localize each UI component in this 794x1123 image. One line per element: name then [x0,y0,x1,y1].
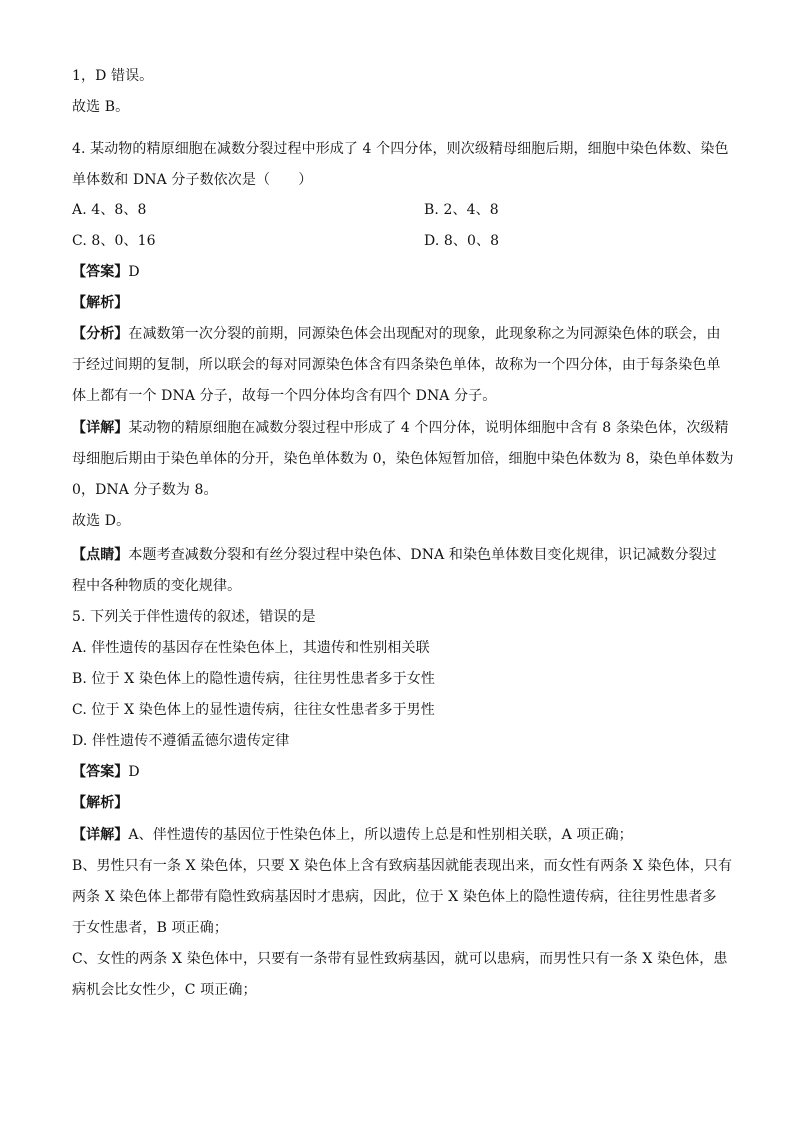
q5-xiangjie-text-1: A、伴性遗传的基因位于性染色体上，所以遗传上总是和性别相关联，A 项正确； [128,827,633,843]
q5-analysis-heading [72,793,128,813]
q4-stem-line-2: 单体数和 DNA 分子数依次是（ ） [72,172,313,188]
q4-analysis-heading [72,293,128,313]
q4-option-b: B. 2、4、8 [424,202,499,218]
q5-answer-tag: 【答案】 [72,764,129,780]
q4-dianjing-line-1 [72,545,717,565]
q4-xiangjie-tag: 【详解】 [72,420,129,436]
q4-xiangjie-line-3: 0，DNA 分子数为 8。 [72,482,218,498]
q4-fenxi-line-1 [72,324,721,344]
q4-answer-tag: 【答案】 [72,264,129,280]
q4-dianjing-line-2: 程中各种物质的变化规律。 [72,578,242,594]
prev-answer-line-1: 1，D 错误。 [72,68,154,84]
q4-answer [72,262,140,282]
q4-analysis-tag: 【解析】 [72,295,129,311]
q5-answer-value: D [128,764,140,780]
q4-dianjing-text-1: 本题考查减数分裂和有丝分裂过程中染色体、DNA 和染色单体数目变化规律，识记减数分裂过 [128,547,717,563]
prev-answer-line-2: 故选 B。 [72,99,130,115]
q5-b-line-1: B、男性只有一条 X 染色体，只要 X 染色体上含有致病基因就能表现出来，而女性有两条 X 染色体，只有 [72,858,733,874]
q4-fenxi-line-2: 于经过间期的复制，所以联会的每对同源染色体含有四条染色单体，故称为一个四分体，由于每条染色单 [72,357,721,373]
q5-option-b: B. 位于 X 染色体上的隐性遗传病，往往男性患者多于女性 [72,671,435,687]
q5-c-line-2: 病机会比女性少，C 项正确； [72,982,257,998]
q5-c-line-1: C、女性的两条 X 染色体中，只要有一条带有显性致病基因，就可以患病，而男性只有一条 X 染色体，患 [72,951,728,967]
q5-option-c: C. 位于 X 染色体上的显性遗传病，往往女性患者多于男性 [72,702,435,718]
q5-analysis-tag: 【解析】 [72,795,129,811]
q5-option-d: D. 伴性遗传不遵循孟德尔遗传定律 [72,733,290,749]
q4-xiangjie-line-1 [72,418,729,438]
q4-dianjing-tag: 【点睛】 [72,547,129,563]
q4-option-d: D. 8、0、8 [424,233,500,249]
q5-xiangjie-tag: 【详解】 [72,827,129,843]
q4-xiangjie-line-2: 母细胞后期由于染色单体的分开，染色单体数为 0，染色体短暂加倍，细胞中染色体数为 8，染色单体数为 [72,451,734,467]
q5-answer [72,762,140,782]
q4-answer-value: D [128,264,140,280]
q4-fenxi-tag: 【分析】 [72,326,129,342]
q5-stem: 5. 下列关于伴性遗传的叙述，错误的是 [72,609,316,625]
q5-xiangjie-line-1 [72,825,633,845]
q4-option-a: A. 4、8、8 [72,202,147,218]
q5-option-a: A. 伴性遗传的基因存在性染色体上，其遗传和性别相关联 [72,640,430,656]
q4-option-c: C. 8、0、16 [72,233,156,249]
q4-conclusion: 故选 D。 [72,513,131,529]
q4-fenxi-line-3: 体上都有一个 DNA 分子，故每一个四分体均含有四个 DNA 分子。 [72,388,497,404]
q5-b-line-3: 于女性患者，B 项正确； [72,920,228,936]
q5-b-line-2: 两条 X 染色体上都带有隐性致病基因时才患病，因此，位于 X 染色体上的隐性遗传病，往往男性患者多 [72,889,717,905]
q4-fenxi-text-1: 在减数第一次分裂的前期，同源染色体会出现配对的现象，此现象称之为同源染色体的联会，由 [128,326,721,342]
q4-stem-line-1: 4. 某动物的精原细胞在减数分裂过程中形成了 4 个四分体，则次级精母细胞后期，细胞中染色体数、染色 [72,141,729,157]
q4-xiangjie-text-1: 某动物的精原细胞在减数分裂过程中形成了 4 个四分体，说明体细胞中含有 8 条染色体，次级精 [128,420,729,436]
